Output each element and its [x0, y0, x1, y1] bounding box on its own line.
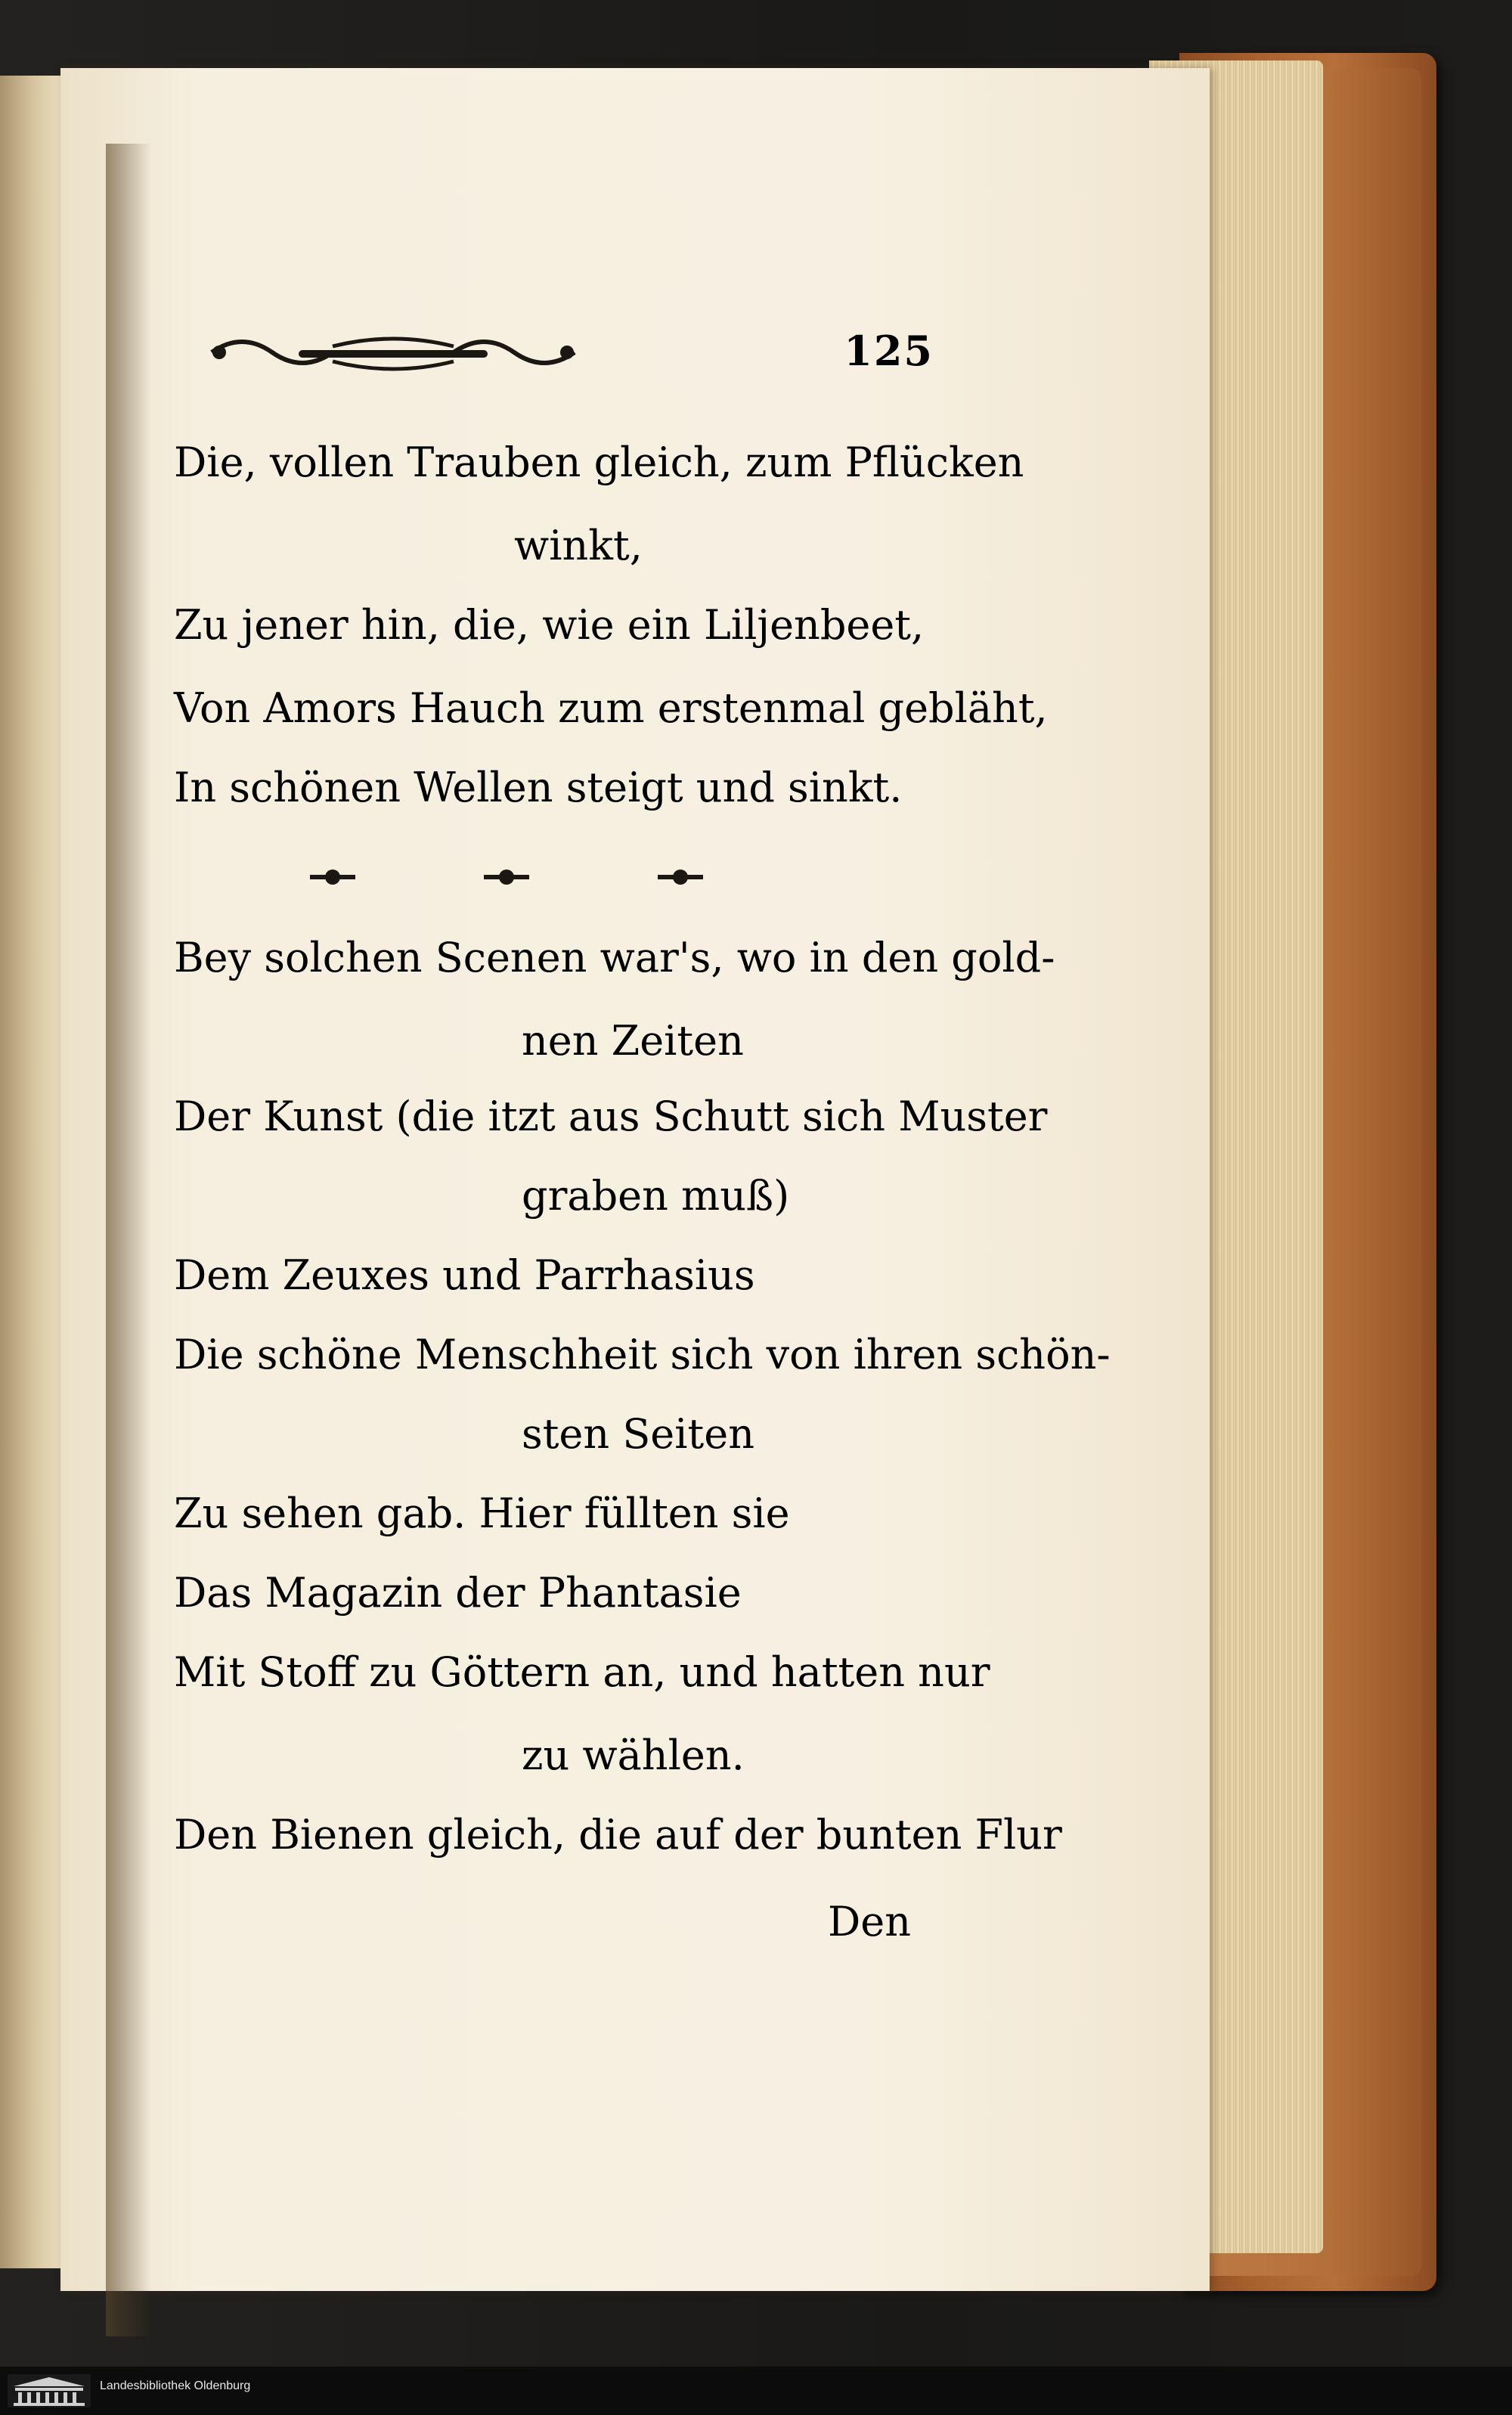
text-line: Dem Zeuxes und Parrhasius: [174, 1251, 755, 1299]
text-line: Bey solchen Scenen war's, wo in den gold-: [174, 934, 1055, 981]
library-building-icon: [8, 2374, 91, 2407]
text-line: Der Kunst (die itzt aus Schutt sich Muster: [174, 1093, 1048, 1140]
gutter-shadow: [106, 144, 151, 2336]
facing-page: [0, 76, 68, 2268]
catchword: Den: [828, 1898, 912, 1945]
text-line: Den Bienen gleich, die auf der bunten Flur: [174, 1811, 1062, 1859]
text-line: sten Seiten: [522, 1410, 754, 1458]
page-number: 125: [844, 327, 934, 375]
text-line: zu wählen.: [522, 1731, 745, 1779]
text-line: Zu jener hin, die, wie ein Liljenbeet,: [174, 601, 925, 649]
text-line: Von Amors Hauch zum erstenmal gebläht,: [174, 684, 1048, 732]
section-divider-icon: [310, 854, 703, 900]
text-line: Mit Stoff zu Göttern an, und hatten nur: [174, 1648, 990, 1696]
text-line: Das Magazin der Phantasie: [174, 1569, 742, 1617]
text-line: Die, vollen Trauben gleich, zum Pflücken: [174, 439, 1024, 486]
text-line: winkt,: [514, 522, 643, 569]
text-line: nen Zeiten: [522, 1017, 744, 1065]
page-header: [197, 316, 953, 384]
header-ornament-icon: [197, 324, 590, 377]
text-line: graben muß): [522, 1172, 790, 1220]
library-name: Landesbibliothek Oldenburg: [100, 2379, 251, 2392]
text-line: Zu sehen gab. Hier füllten sie: [174, 1490, 790, 1537]
text-line: In schönen Wellen steigt und sinkt.: [174, 764, 903, 811]
text-line: Die schöne Menschheit sich von ihren schön-: [174, 1331, 1111, 1378]
